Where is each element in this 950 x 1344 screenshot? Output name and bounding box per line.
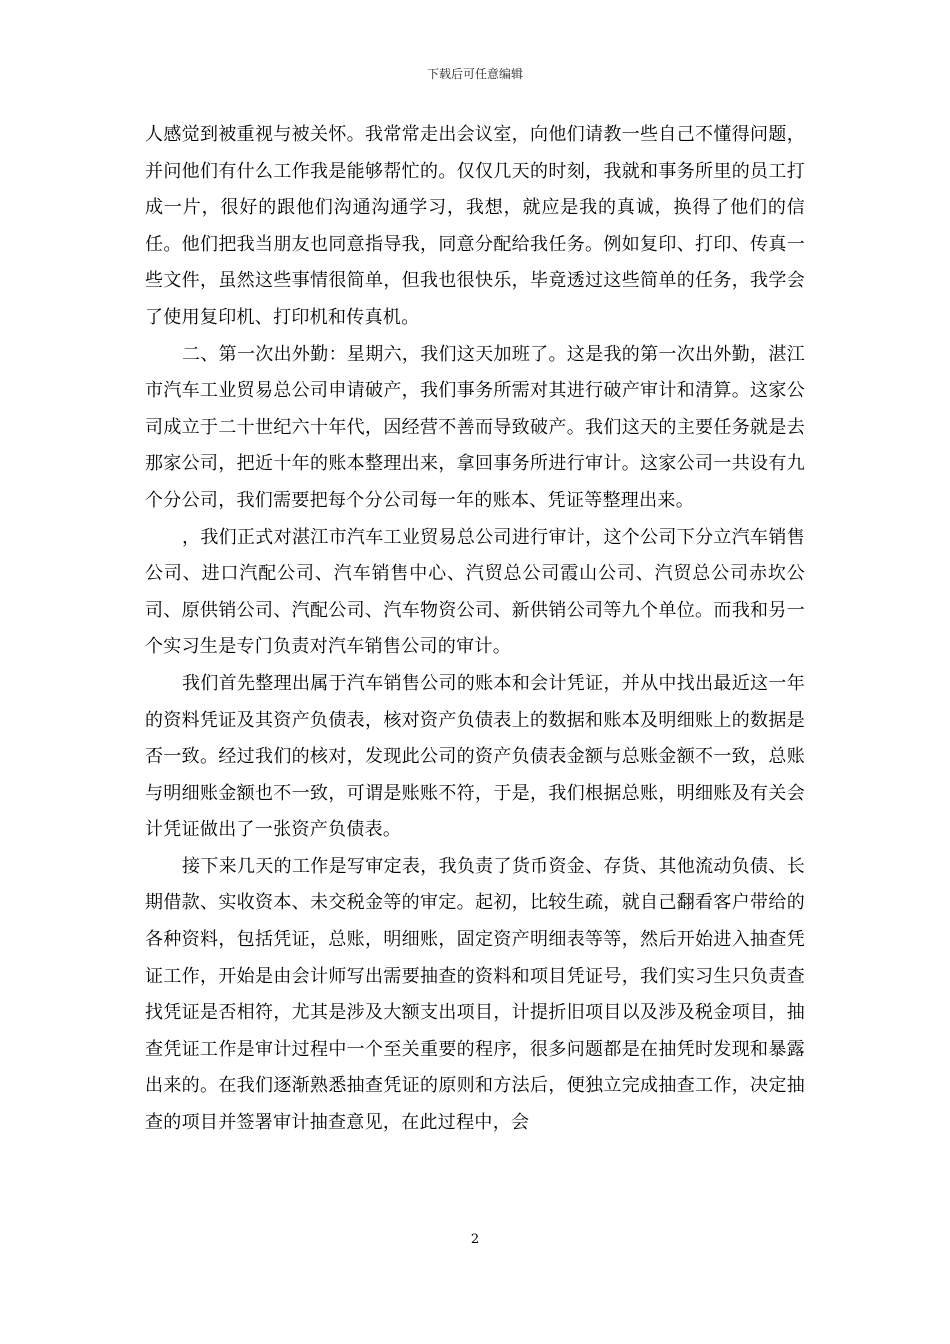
paragraph-continued: 人感觉到被重视与被关怀。我常常走出会议室，向他们请教一些自己不懂得问题，并问他们有什么工作我是能够帮忙的。仅仅几天的时刻，我就和事务所里的员工打成一片，很好的跟他们沟通沟通学习，我想，就应是我的真诚，换得了他们的信任。他们把我当朋友也同意指导我，同意分配给我任务。例如复印、打印、传真一些文件，虽然这些事情很简单，但我也很快乐，毕竟透过这些简单的任务，我学会了使用复印机、打印机和传真机。: [145, 124, 805, 328]
paragraph-field-work: 二、第一次出外勤：星期六，我们这天加班了。这是我的第一次出外勤，湛江市汽车工业贸易总公司申请破产，我们事务所需对其进行破产审计和清算。这家公司成立于二十世纪六十年代，因经营不善而导致破产。我们这天的主要任务就是去那家公司，把近十年的账本整理出来，拿回事务所进行审计。这家公司一共设有九个分公司，我们需要把每个分公司每一年的账本、凭证等整理出来。: [145, 343, 805, 511]
paragraph-audit-scope: ，我们正式对湛江市汽车工业贸易总公司进行审计，这个公司下分立汽车销售公司、进口汽配公司、汽车销售中心、汽贸总公司霞山公司、汽贸总公司赤坎公司、原供销公司、汽配公司、汽车物资公司、新供销公司等九个单位。而我和另一个实习生是专门负责对汽车销售公司的审计。: [145, 526, 805, 658]
paragraph-voucher-check: 接下来几天的工作是写审定表，我负责了货币资金、存货、其他流动负债、长期借款、实收资本、未交税金等的审定。起初，比较生疏，就自己翻看客户带给的各种资料，包括凭证，总账，明细账，固定资产明细表等等，然后开始进入抽查凭证工作，开始是由会计师写出需要抽查的资料和项目凭证号，我们实习生只负责查找凭证是否相符，尤其是涉及大额支出项目，计提折旧项目以及涉及税金项目，抽查凭证工作是审计过程中一个至关重要的程序，很多问题都是在抽凭时发现和暴露出来的。在我们逐渐熟悉抽查凭证的原则和方法后，便独立完成抽查工作，决定抽查的项目并签署审计抽查意见，在此过程中，会: [145, 855, 805, 1134]
document-body: [145, 117, 805, 1142]
page-number: 2: [470, 1232, 480, 1247]
paragraph-balance-sheet: 我们首先整理出属于汽车销售公司的账本和会计凭证，并从中找出最近这一年的资料凭证及其资产负债表，核对资产负债表上的数据和账本及明细账上的数据是否一致。经过我们的核对，发现此公司的资产负债表金额与总账金额不一致，总账与明细账金额也不一致，可谓是账账不符，于是，我们根据总账，明细账及有关会计凭证做出了一张资产负债表。: [145, 672, 805, 841]
page-header: 下载后可任意编辑: [426, 67, 523, 81]
